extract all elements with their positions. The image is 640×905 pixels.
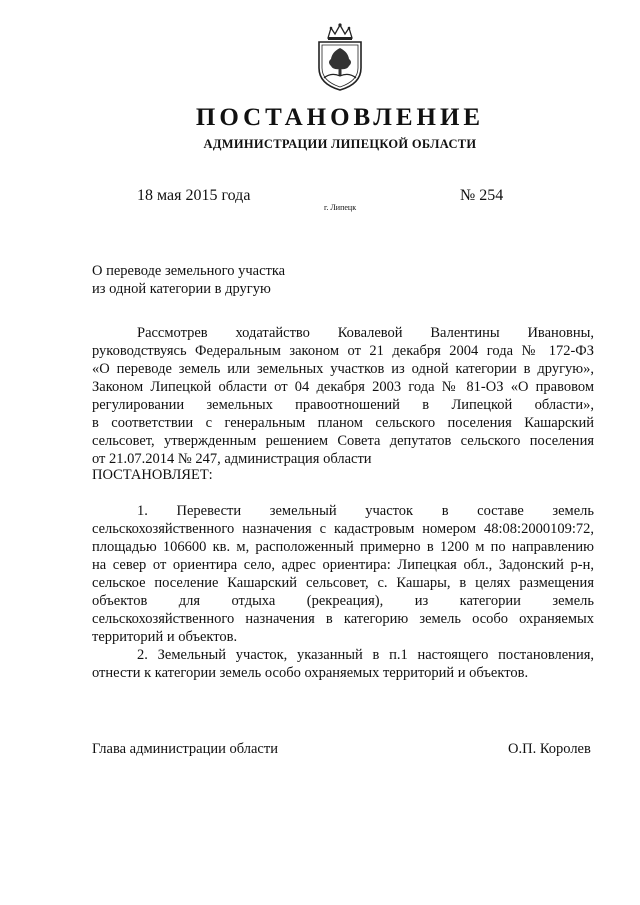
item-line: отнести к категории земель особо охраняемых территорий и объектов. <box>92 665 529 681</box>
item-line: объектов для отдыха (рекреация), из категории земель <box>92 593 594 609</box>
document-date: 18 мая 2015 года <box>137 187 251 204</box>
preamble-line: руководствуясь Федеральным законом от 21 декабря 2004 года № 172-ФЗ <box>92 343 594 359</box>
coat-of-arms-icon <box>313 22 367 92</box>
preamble-line: регулировании земельных правоотношений в Липецкой области», <box>92 397 594 413</box>
subject-line: из одной категории в другую <box>92 281 271 297</box>
preamble-line: в соответствии с генеральным планом сельского поселения Кашарский <box>92 415 594 431</box>
preamble-line: сельсовет, утвержденным решением Совета депутатов сельского поселения <box>92 433 594 449</box>
item-line: площадью 106600 кв. м, расположенный примерно в 1200 м по направлению <box>92 539 594 555</box>
decree-word: ПОСТАНОВЛЯЕТ: <box>92 467 213 483</box>
item-line: территорий и объектов. <box>92 629 238 645</box>
preamble-line: от 21.07.2014 № 247, администрация области <box>92 451 372 467</box>
document-subject <box>92 262 285 298</box>
item-line: сельскохозяйственного назначения в категорию земель особо охраняемых <box>92 611 594 627</box>
subject-line: О переводе земельного участка <box>92 263 286 279</box>
signatory-name: О.П. Королев <box>508 741 591 757</box>
preamble-line: Рассмотрев ходатайство Ковалевой Валентины Ивановны, <box>137 325 594 341</box>
document-number: № 254 <box>460 187 504 204</box>
item-line: на север от ориентира село, адрес ориентира: Липецкая обл., Задонский р-н, <box>92 557 594 573</box>
document-title: ПОСТАНОВЛЕНИЕ <box>195 104 485 131</box>
preamble-line: Законом Липецкой области от 04 декабря 2003 года № 81-ОЗ «О правовом <box>92 379 594 395</box>
item-line: сельскохозяйственного назначения с кадастровым номером 48:08:2000109:72, <box>92 521 594 537</box>
signatory-position: Глава администрации области <box>92 741 278 757</box>
document-city: г. Липецк <box>324 203 357 212</box>
item-line: 2. Земельный участок, указанный в п.1 настоящего постановления, <box>137 647 594 663</box>
preamble-line: «О переводе земель или земельных участков из одной категории в другую», <box>92 361 594 377</box>
item-line: сельское поселение Кашарский сельсовет, с. Кашары, в целях размещения <box>92 575 594 591</box>
issuing-authority: АДМИНИСТРАЦИИ ЛИПЕЦКОЙ ОБЛАСТИ <box>203 137 477 151</box>
item-line: 1. Перевести земельный участок в составе земель <box>137 503 594 519</box>
